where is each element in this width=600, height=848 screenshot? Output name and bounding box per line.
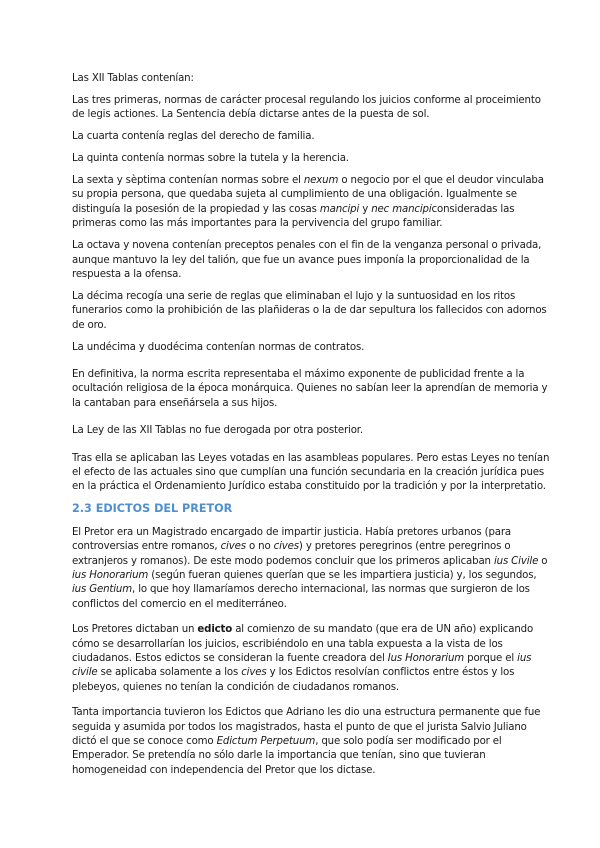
paragraph-tables-11-12 [72,341,550,355]
text-run: , que solo podía ser modificado por el Emperador. Se pretendía no sólo darle la importancia que tenían, sino que tuvieran homogeneidad con independencia del Pretor que los dictase. [72,736,502,776]
italic-term: cives [220,541,246,553]
text-run: La quinta contenía normas sobre la tutela y la herencia. [72,153,349,165]
italic-term: mancipi [319,203,360,215]
italic-term: nexum [303,175,339,187]
text-run: La sexta y sèptima contenían normas sobre el [72,175,304,187]
italic-term: cives [241,667,267,679]
italic-term: ius Gentium [72,584,133,596]
italic-term: nec mancipi [371,203,432,215]
text-run: La cuarta contenía reglas del derecho de familia. [72,131,315,143]
text-run: La Ley de las XII Tablas no fue derogada por otra posterior. [72,425,363,437]
section-heading: 2.3 EDICTOS DEL PRETOR [72,502,233,516]
paragraph-table-5 [72,152,550,166]
paragraph-intro [72,72,550,86]
text-run: La undécima y duodécima contenían normas de contratos. [72,341,365,353]
bold-term: edicto [197,624,233,636]
text-run: Las tres primeras, normas de carácter procesal regulando los juicios conforme al proceimiento de legis actiones. La Sentencia debía dictarse antes de la puesta de sol. [72,94,541,121]
paragraph-table-4 [72,130,550,144]
text-run: Tras ella se aplicaban las Leyes votadas en las asambleas populares. Pero estas Leyes no tenían el efecto de las actuales sino que cumplían una función secundaria en la creación jurídica pues en la práctica el Ordenamiento Jurídico estaba constituido por la tradición y por la interpretatio. [72,452,550,493]
paragraph-table-10 [72,290,550,333]
italic-term: ius Honorarium [72,569,149,581]
paragraph-adriano [72,706,550,778]
paragraph-not-repealed [72,424,550,438]
text-run: , lo que hoy llamaríamos derecho internacional, las normas que surgieron de los conflictos del comercio en el mediterráneo. [72,584,530,610]
text-run: El Pretor era un Magistrado encargado de impartir justicia. Había pretores urbanos (para controversias entre romanos, [72,526,512,553]
paragraph-edicto [72,623,550,695]
text-run: al comienzo de su mandato (que era de UN año) explicando cómo se desarrollarían los juicios, escribiéndolo en una tabla expuesta a la vista de los ciudadanos. Estos edictos se consideran la fuente creadora del [72,624,534,664]
text-run: consideradas las primeras como las más importantes para la pervivencia del grupo familiar. [72,203,515,230]
paragraph-pretor [72,526,550,612]
paragraph-tables-1-3 [72,94,550,123]
text-run: se aplicaba solamente a los [97,667,242,679]
italic-term: ius Civile [493,555,539,567]
text-run: (según fueran quienes querían que se les impartiera justicia) y, los segundos, [148,569,537,581]
text-run: o negocio por el que el deudor vinculaba su propia persona, que quedaba sujeta al cumplimiento de una obligación. Igualmente se distinguía la posesión de la propiedad y las cosas [72,175,544,215]
text-run: En definitiva, la norma escrita representaba el máximo exponente de publicidad frente a la ocultación religiosa de la época monárquica. Quienes no sabían leer la aprendían de memoria y la cantaban para enseñársela a sus hijos. [72,369,548,409]
text-run: Los Pretores dictaban un [72,624,198,636]
text-run: Tanta importancia tuvieron los Edictos que Adriano les dio una estructura permanente que fue seguida y asumida por todos los magistrados, hasta el punto de que el jurista Salvio Juliano dictó el que se conoce como [72,707,541,748]
text-run: ) y pretores peregrinos (entre peregrinos o extranjeros y romanos). De este modo podemos concluir que los primeros aplicaban [72,541,511,567]
text-run: o no [245,541,274,553]
italic-term: cives [273,541,299,553]
paragraph-tables-6-7 [72,174,550,232]
text-run: La octava y novena contenían preceptos penales con el fin de la venganza personal o privada, aunque mantuvo la ley del talión, que fue un avance pues imponía la proporcionalidad de la respuesta a la ofensa. [72,240,542,280]
text-run: Las XII Tablas contenían: [72,73,194,84]
italic-term: Ius Honorarium [387,653,465,664]
text-run: y [359,203,372,215]
paragraph-tables-8-9 [72,239,550,282]
italic-term: Edictum Perpetuum [216,736,316,748]
text-run: y los Edictos resolvían conflictos entre éstos y los plebeyos, quienes no tenían la condición de ciudadanos romanos. [72,667,515,693]
paragraph-popular-laws [72,452,550,495]
paragraph-conclusion [72,368,550,411]
text-run: porque el [464,653,518,664]
italic-term: ius civile [72,653,532,679]
text-run: o [538,555,548,567]
text-run: La décima recogía una serie de reglas que eliminaban el lujo y la suntuosidad en los ritos funerarios como la prohibición de las plañideras o la de dar sepultura los fallecidos con adornos de oro. [72,290,547,331]
